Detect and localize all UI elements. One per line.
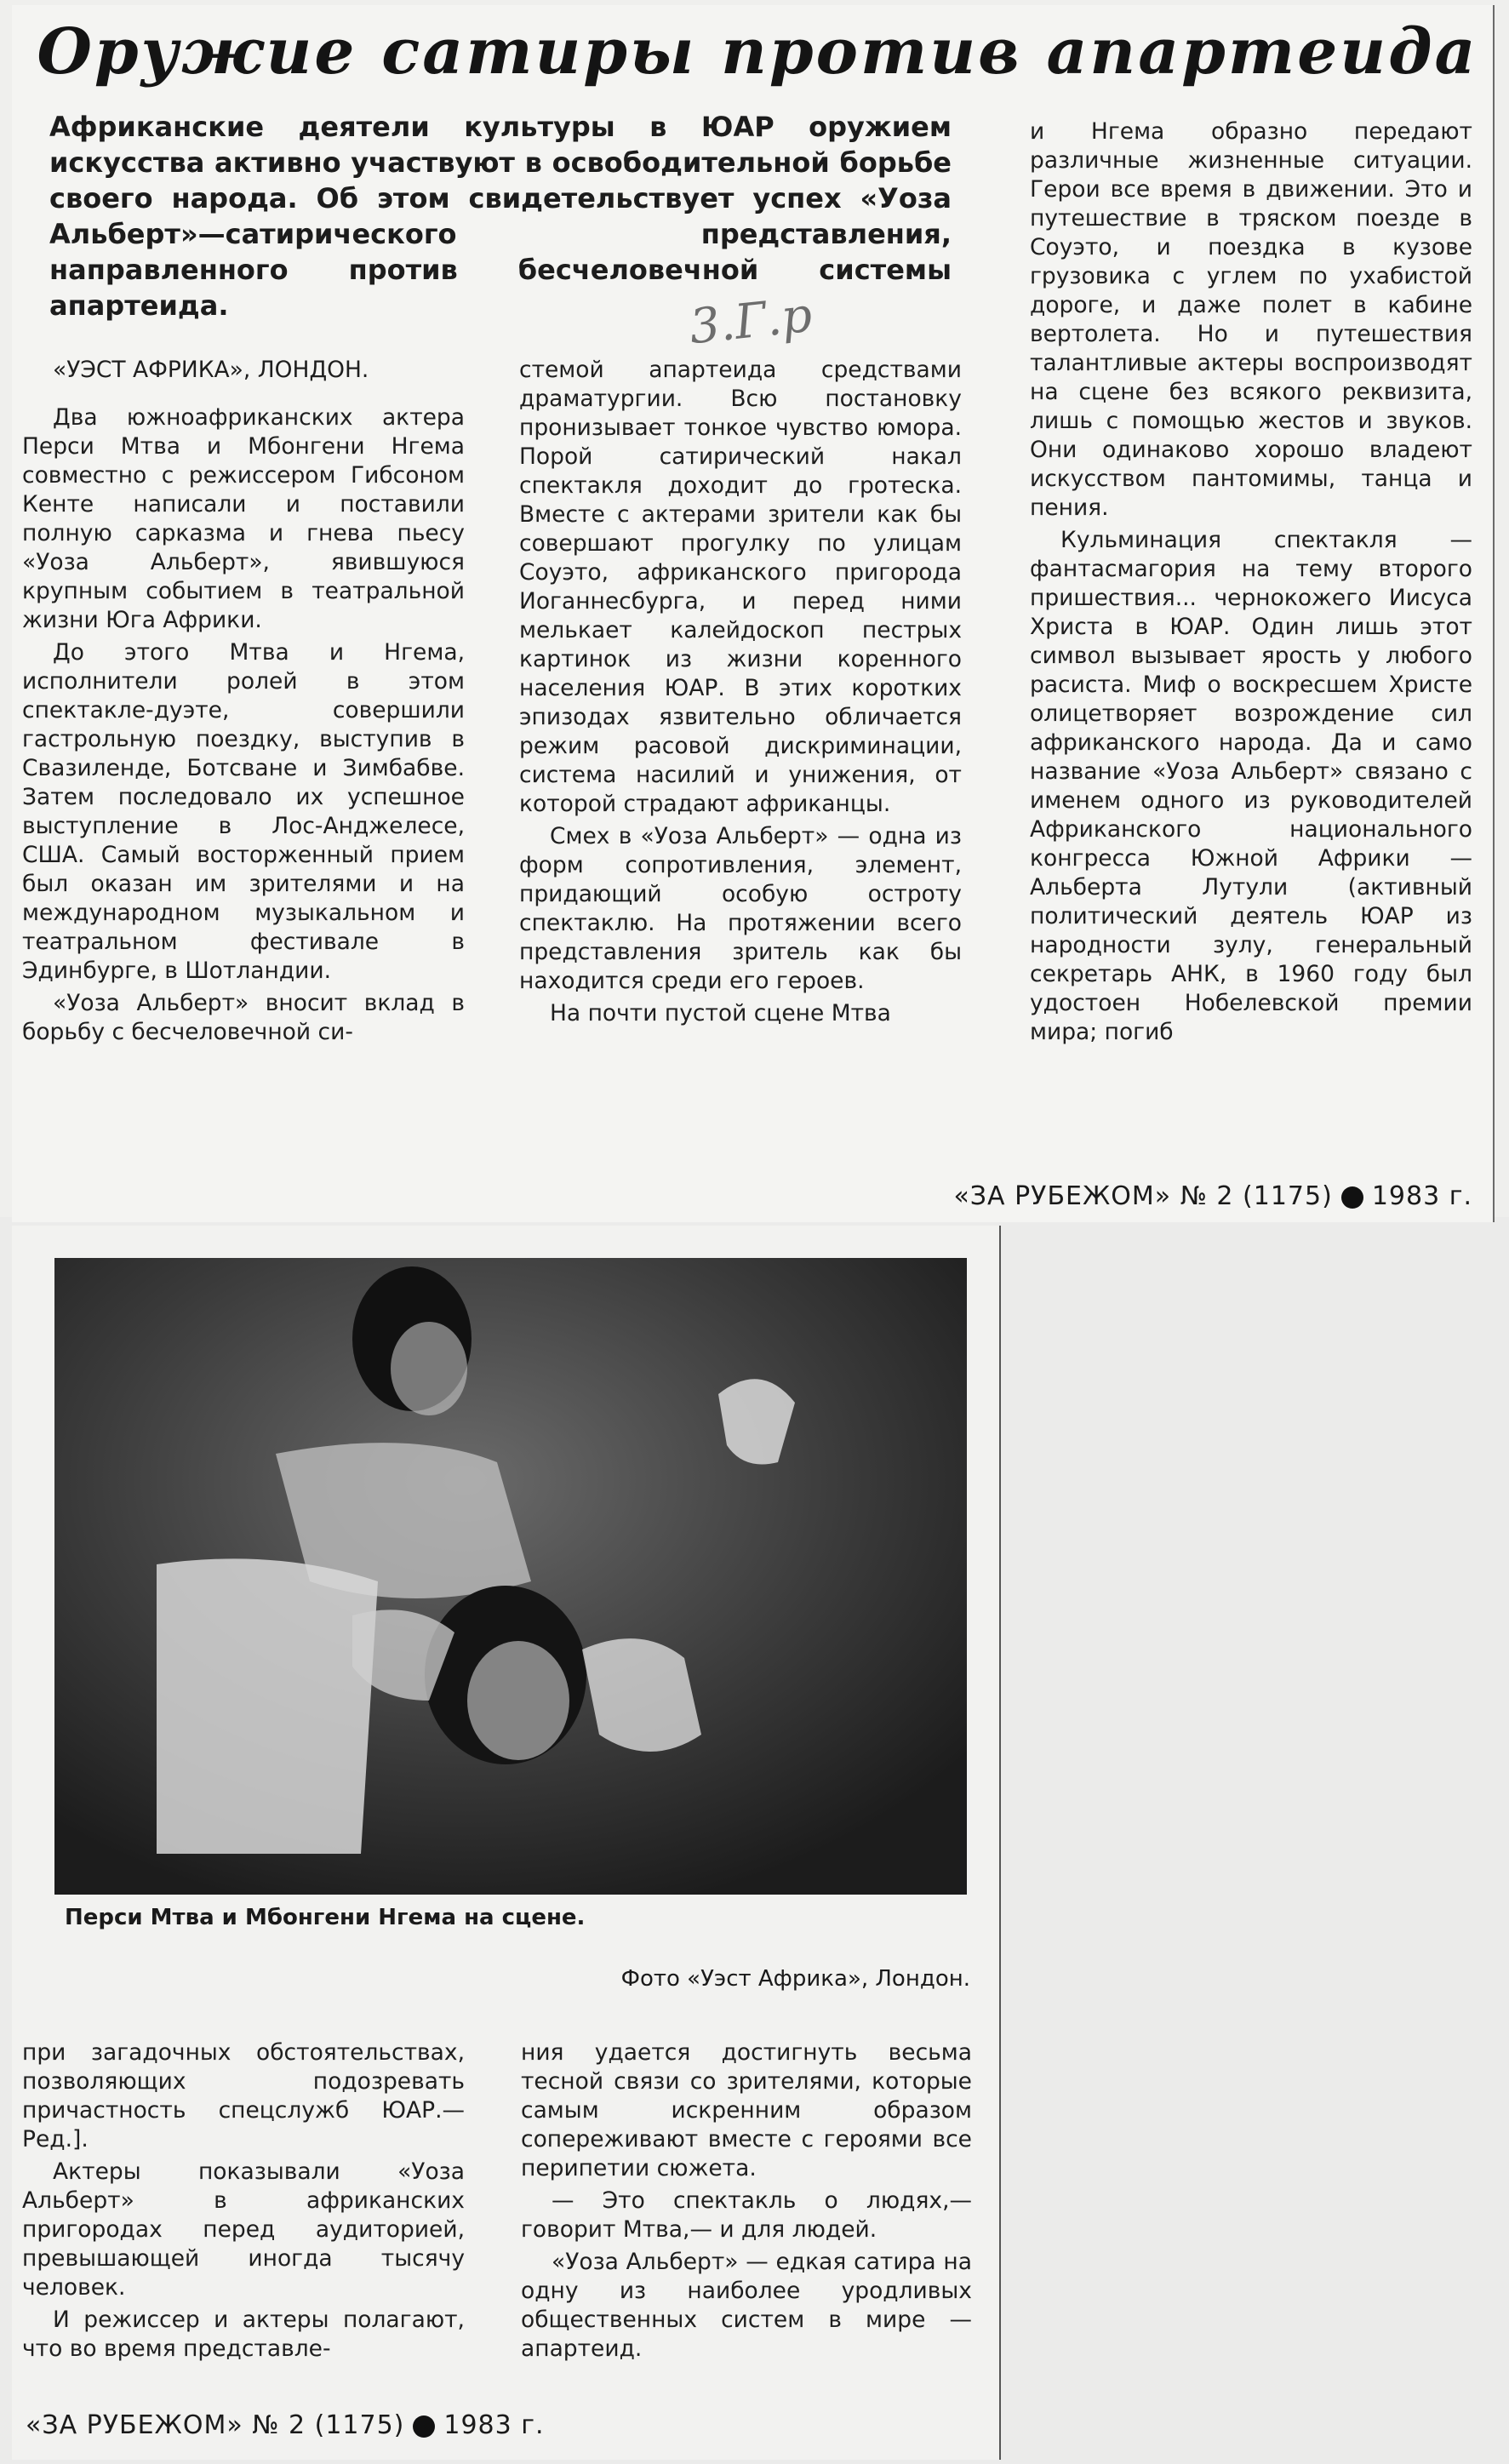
publication-year: 1983 г. xyxy=(443,2410,545,2440)
paragraph: при загадочных обстоятельствах, позволяющих подозревать причастность спецслужб ЮАР.— Ред.]. xyxy=(22,2039,465,2152)
stage-photo xyxy=(54,1258,967,1895)
article-column-3 xyxy=(1030,117,1472,1130)
photo-credit: Фото «Уэст Африка», Лондон. xyxy=(620,1966,970,1992)
paragraph: стемой апартеида средствами драматургии. Всю постановку пронизывает тонкое чувство юмора. Порой сатирический накал спектакля доходит до гротеска. Вместе с актерами зрители как бы совершают прогулку по улицам Соуэто, африканского пригорода Иоганнесбурга, и перед ними мелькает калейдоскоп пестрых картинок из жизни коренного населения ЮАР. В этих коротких эпизодах язвительно обличается режим расовой дискриминации, система насилий и унижения, от которой страдают африканцы. xyxy=(519,357,962,817)
paragraph: ния удается достигнуть весьма тесной связи со зрителями, которые самым искренним образом сопереживают вместе с героями все перипетии сюжета. xyxy=(521,2039,972,2181)
article-headline: Оружие сатиры против апартеида xyxy=(37,15,1478,89)
paragraph: «Уоза Альберт» вносит вклад в борьбу с бесчеловечной си- xyxy=(22,990,465,1045)
paragraph: Два южноафриканских актера Перси Мтва и Мбонгени Нгема совместно с режиссером Гибсоном Кенте написали и поставили полную сарказма и гнева пьесу «Уоза Альберт», явившуюся крупным событием в театральной жизни Юга Африки. xyxy=(22,404,465,633)
paragraph: До этого Мтва и Нгема, исполнители ролей в этом спектакле-дуэте, совершили гастрольную поездку, выступив в Свазиленде, Ботсване и Зимбабве. Затем последовало их успешное выступление в Лос-Анджелесе, США. Самый восторженный прием был оказан им зрителями и на международном музыкальном и театральном фестивале в Эдинбурге, в Шотландии. xyxy=(22,639,465,984)
bullet-icon xyxy=(1341,1186,1363,1209)
paragraph: Кульминация спектакля — фантасмагория на тему второго пришествия... чернокожего Иисуса Христа в ЮАР. Один лишь этот символ вызывает ярость у любого расиста. Миф о воскресшем Христе олицетворяет возрождение сил африканского народа. Да и само название «Уоза Альберт» связано с именем одного из руководителей Африканского национального конгресса Южной Африки — Альберта Лутули (активный политический деятель ЮАР из народности зулу, генеральный секретарь АНК, в 1960 году был удостоен Нобелевской премии мира; погиб xyxy=(1030,527,1472,1045)
publication-footer-bottom xyxy=(26,2410,706,2440)
article-column-2 xyxy=(519,356,962,1139)
publication-name: «ЗА РУБЕЖОМ» № 2 (1175) xyxy=(953,1181,1333,1211)
bullet-icon xyxy=(413,2415,435,2438)
photo-caption: Перси Мтва и Мбонгени Нгема на сцене. xyxy=(65,1905,586,1930)
publication-footer-top xyxy=(894,1181,1472,1211)
article-column-4 xyxy=(22,2038,465,2387)
dateline: «УЭСТ АФРИКА», ЛОНДОН. xyxy=(53,357,369,383)
paragraph: «Уоза Альберт» — едкая сатира на одну из наиболее уродливых общественных систем в мире — апартеид. xyxy=(521,2249,972,2362)
article-column-5 xyxy=(521,2038,972,2387)
publication-name: «ЗА РУБЕЖОМ» № 2 (1175) xyxy=(26,2410,405,2440)
paragraph: Смех в «Уоза Альберт» — одна из форм сопротивления, элемент, придающий особую остроту спектаклю. На протяжении всего представления зритель как бы находится среди его героев. xyxy=(519,823,962,994)
paragraph: На почти пустой сцене Мтва xyxy=(550,1000,891,1026)
handwritten-mark: 3.Г.р xyxy=(686,287,815,356)
paragraph: И режиссер и актеры полагают, что во время представле- xyxy=(22,2307,465,2362)
publication-year: 1983 г. xyxy=(1371,1181,1472,1211)
article-lead: Африканские деятели культуры в ЮАР оружием искусства активно участвуют в освободительной борьбе своего народа. Об этом свидетельствует успех «Уоза Альберт»—сатирического представления, направленного против бесчеловечной системы апартеида. xyxy=(49,111,952,322)
article-column-1 xyxy=(22,356,465,1139)
paragraph: и Нгема образно передают различные жизненные ситуации. Герои все время в движении. Это и путешествие в тряском поезде в Соуэто, и поездка в кузове грузовика с углем по ухабистой дороге, и даже полет в кабине вертолета. Но и путешествия талантливые актеры воспроизводят на сцене без всякого реквизита, лишь с помощью жестов и звуков. Они одинаково хорошо владеют искусством пантомимы, танца и пения. xyxy=(1030,118,1472,521)
paragraph: — Это спектакль о людях,— говорит Мтва,— и для людей. xyxy=(521,2187,972,2243)
paragraph: Актеры показывали «Уоза Альберт» в африканских пригородах перед аудиторией, превышающей иногда тысячу человек. xyxy=(22,2158,465,2301)
actors-photo-illustration xyxy=(54,1258,967,1895)
